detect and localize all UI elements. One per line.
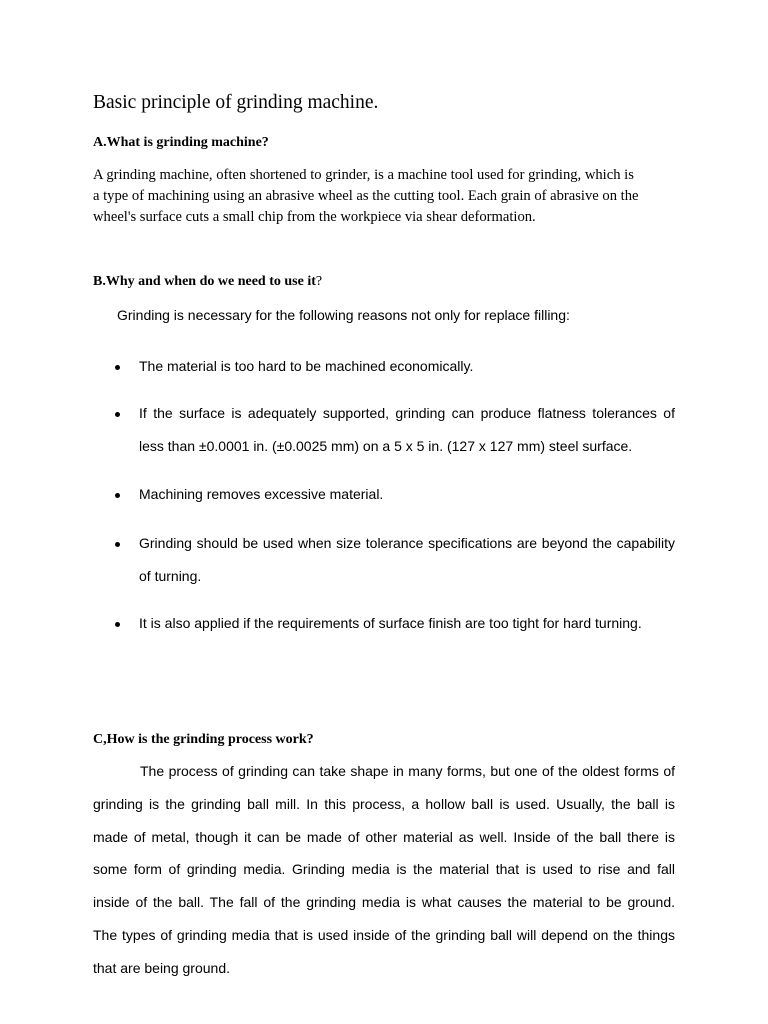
bullet-icon: [115, 412, 120, 417]
list-item-text: [139, 527, 675, 592]
bullet-icon: [115, 542, 120, 547]
list-item-text: [139, 397, 675, 462]
list-item-line: If the surface is adequately supported, grinding can produce flatness tolerances of: [139, 405, 675, 421]
section-c-line: The process of grinding can take shape in many forms, but one of the oldest forms of: [140, 763, 675, 779]
list-item-text: [139, 350, 675, 383]
bullet-icon: [115, 365, 120, 370]
section-a-line: wheel's surface cuts a small chip from the workpiece via shear deformation.: [93, 209, 536, 225]
bullet-icon: [115, 622, 120, 627]
section-a-line: a type of machining using an abrasive wheel as the cutting tool. Each grain of abrasive on the: [93, 188, 639, 204]
section-b-heading-text: B.Why and when do we need to use it: [93, 274, 316, 289]
list-item-line: of turning.: [139, 567, 202, 584]
list-item-line: less than ±0.0001 in. (±0.0025 mm) on a 5 x 5 in. (127 x 127 mm) steel surface.: [139, 437, 633, 454]
list-item-line: Machining removes excessive material.: [139, 486, 384, 502]
section-c-line: some form of grinding media. Grinding media is the material that is used to rise and fall: [93, 861, 675, 878]
section-b-intro: Grinding is necessary for the following reasons not only for replace filling:: [117, 307, 570, 323]
section-c-line: inside of the ball. The fall of the grinding media is what causes the material to be ground.: [93, 894, 675, 911]
section-c-paragraph: [93, 755, 675, 985]
list-item-line: It is also applied if the requirements of surface finish are too tight for hard turning.: [139, 615, 642, 631]
document-title: Basic principle of grinding machine.: [93, 92, 379, 113]
section-c-heading: C,How is the grinding process work?: [93, 732, 314, 747]
list-item-text: [139, 478, 675, 511]
section-c-line: The types of grinding media that is used inside of the grinding ball will depend on the things: [93, 926, 675, 943]
section-a-heading: A.What is grinding machine?: [93, 135, 269, 150]
list-item-line: The material is too hard to be machined economically.: [139, 358, 474, 374]
section-c-line: grinding is the grinding ball mill. In this process, a hollow ball is used. Usually, the ball is: [93, 795, 675, 812]
section-a-line: A grinding machine, often shortened to grinder, is a machine tool used for grinding, which is: [93, 167, 634, 183]
section-c-line: that are being ground.: [93, 959, 230, 976]
section-b-heading-mark: ?: [315, 274, 323, 289]
list-item-line: Grinding should be used when size tolerance specifications are beyond the capability: [139, 535, 675, 551]
list-item-text: [139, 607, 675, 640]
bullet-icon: [115, 493, 120, 498]
section-b-heading: [93, 274, 322, 290]
section-c-line: made of metal, though it can be made of other material as well. Inside of the ball there is: [93, 828, 675, 845]
section-a-paragraph: [93, 165, 683, 228]
